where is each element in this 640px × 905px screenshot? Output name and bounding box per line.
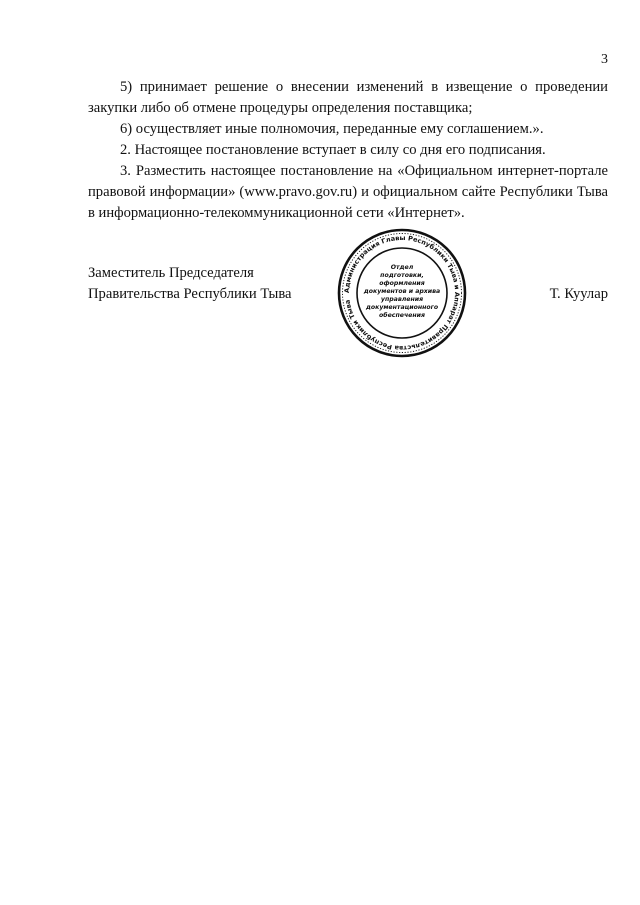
paragraph-clause-2: 2. Настоящее постановление вступает в силу со дня его подписания. <box>120 142 546 158</box>
seal-line-6: документационного <box>365 304 439 311</box>
page-number: 3 <box>601 52 608 67</box>
seal-line-2: подготовки, <box>380 272 424 279</box>
seal-center-text <box>363 264 440 319</box>
signer-position-line1: Заместитель Председателя <box>88 265 254 281</box>
seal-ring-text: Администрация Главы Республики Тыва и Аппарат Правительства Республики Тыва <box>342 233 462 353</box>
seal-line-4: документов и архива <box>363 288 441 295</box>
seal-line-7: обеспечения <box>379 312 425 319</box>
paragraph-item-6: 6) осуществляет иные полномочия, переданные ему соглашением.». <box>120 121 544 137</box>
paragraph-item-5: 5) принимает решение о внесении изменений в извещение о проведении закупки либо об отмене процедуры определения поставщика; <box>88 79 608 116</box>
paragraph-clause-3: 3. Разместить настоящее постановление на «Официальном интернет-портале правовой информации» (www.pravo.gov.ru) и официальном сайте Республики Тыва в информационно-телекоммуникационной сети «Интернет». <box>88 163 608 221</box>
signer-position-line2: Правительства Республики Тыва <box>88 286 292 302</box>
signature-block <box>88 233 608 363</box>
signer-position <box>88 263 292 305</box>
official-seal-icon <box>336 227 468 359</box>
seal-line-1: Отдел <box>390 264 414 271</box>
document-body <box>88 77 608 224</box>
seal-line-3: оформления <box>379 280 425 287</box>
seal-line-5: управления <box>380 296 424 303</box>
signer-name: Т. Куулар <box>549 286 608 302</box>
